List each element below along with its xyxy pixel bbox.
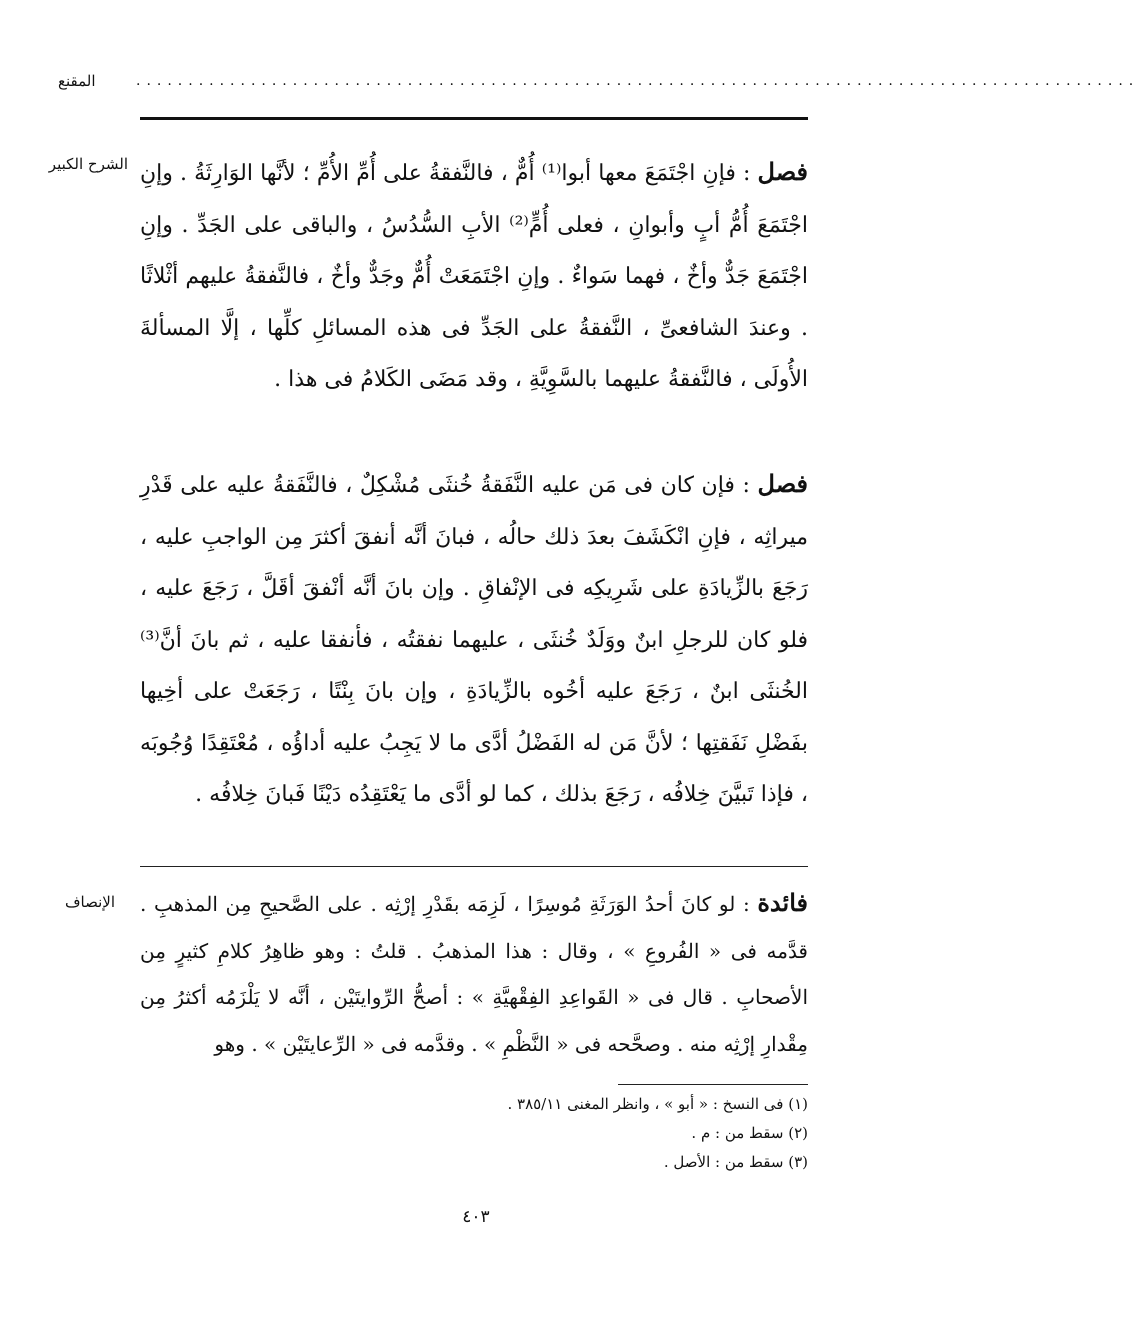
- section-2: [140, 458, 808, 821]
- insaf-paragraph: [140, 880, 808, 1067]
- insaf-lead: فائدة: [757, 888, 808, 917]
- footnote-2: (٢) سقط من : م .: [691, 1124, 808, 1142]
- page-number: ٤٠٣: [462, 1207, 490, 1227]
- section-1-lead: فصل: [757, 157, 808, 186]
- section-1: [140, 146, 808, 406]
- insaf-text: : لو كانَ أحدُ الوَرَثَةِ مُوسِرًا ، لَزِمَه بقَدْرِ إرْثِه . على الصَّحيحِ مِن المذهبِ . قدَّمه فى « الفُروعِ » ، وقال : هذا المذهبُ . قلتُ : وهو ظاهِرُ كلامِ كثيرٍ مِن الأصحابِ . قال فى « القَواعِدِ الفِقْهيَّةِ » : أصحُّ الرِّوايتَيْن ، أنَّه لا يَلْزَمُه أكثرُ مِن مِقْدارِ إرْثِه منه . وصحَّحه فى « النَّظْمِ » . وقدَّمه فى « الرِّعايتَيْن » . وهو: [140, 892, 808, 1056]
- section-2-lead: فصل: [757, 469, 808, 498]
- header-rule: [140, 117, 808, 120]
- section-2-text: : فإن كان فى مَن عليه النَّفَقةُ خُنثَى مُشْكِلٌ ، فالنَّفَقةُ عليه على قَدْرِ ميراثِه ، فإنِ انْكَشَفَ بعدَ ذلك حالُه ، فبانَ أنَّه أنفقَ أكثرَ مِن الواجبِ عليه ، رَجَعَ بالزِّيادَةِ على شَرِيكِه فى الإنْفاقِ . وإن بانَ أنَّه أنْفقَ أقَلَّ ، رَجَعَ عليه ، فلو كان للرجلِ ابنٌ ووَلَدٌ خُنثَى ، عليهما نفقتُه ، فأنفقا عليه ، ثم بانَ أنَّ⁽³⁾ الخُنثَى ابنٌ ، رَجَعَ عليه أخُوه بالزِّيادَةِ ، وإن بانَ بِنْتًا ، رَجَعَتْ على أخِيها بفَضْلِ نَفَقتِها ؛ لأنَّ مَن له الفَضْلُ أدَّى ما لا يَجِبُ عليه أداؤُه ، مُعْتَقِدًا وُجُوبَه ، فإذا تَبيَّنَ خِلافُه ، رَجَعَ بذلك ، كما لو أدَّى ما يَعْتَقِدُه دَيْنًا فَبانَ خِلافُه .: [140, 473, 808, 807]
- footnote-rule: [618, 1084, 808, 1085]
- footnotes: [440, 1090, 808, 1177]
- section-1-text: : فإنِ اجْتَمَعَ معها أبوا⁽¹⁾ أُمٌّ ، فالنَّفقةُ على أُمِّ الأُمِّ ؛ لأنَّها الوَارِثَةُ . وإنِ اجْتَمَعَ أُمُّ أبٍ وأبوانِ ، فعلى أُمٍّ⁽²⁾ الأبِ السُّدُسُ ، والباقى على الجَدِّ . وإنِ اجْتَمَعَ جَدٌّ وأخٌ ، فهما سَواءٌ . وإنِ اجْتَمَعَتْ أُمٌّ وجَدٌّ وأخٌ ، فالنَّفقةُ عليهم أثْلاثًا . وعندَ الشافعىِّ ، النَّفقةُ على الجَدِّ فى هذه المسائلِ كلِّها ، إلَّا المسألةَ الأُولَى ، فالنَّفقةُ عليهما بالسَّوِيَّةِ ، وقد مَضَى الكَلامُ فى هذا .: [140, 161, 808, 392]
- margin-label-sharh: الشرح الكبير: [48, 155, 128, 173]
- header-dotted-leader: ................................................................................................: [136, 73, 1139, 89]
- margin-label-insaf: الإنصاف: [64, 893, 115, 911]
- running-title: المقنع: [58, 72, 96, 90]
- footnote-1: (١) فى النسخ : « أبو » ، وانظر المغنى ٣٨٥/١١ .: [507, 1095, 808, 1113]
- section-divider: [140, 866, 808, 867]
- footnote-3: (٣) سقط من : الأصل .: [663, 1153, 808, 1171]
